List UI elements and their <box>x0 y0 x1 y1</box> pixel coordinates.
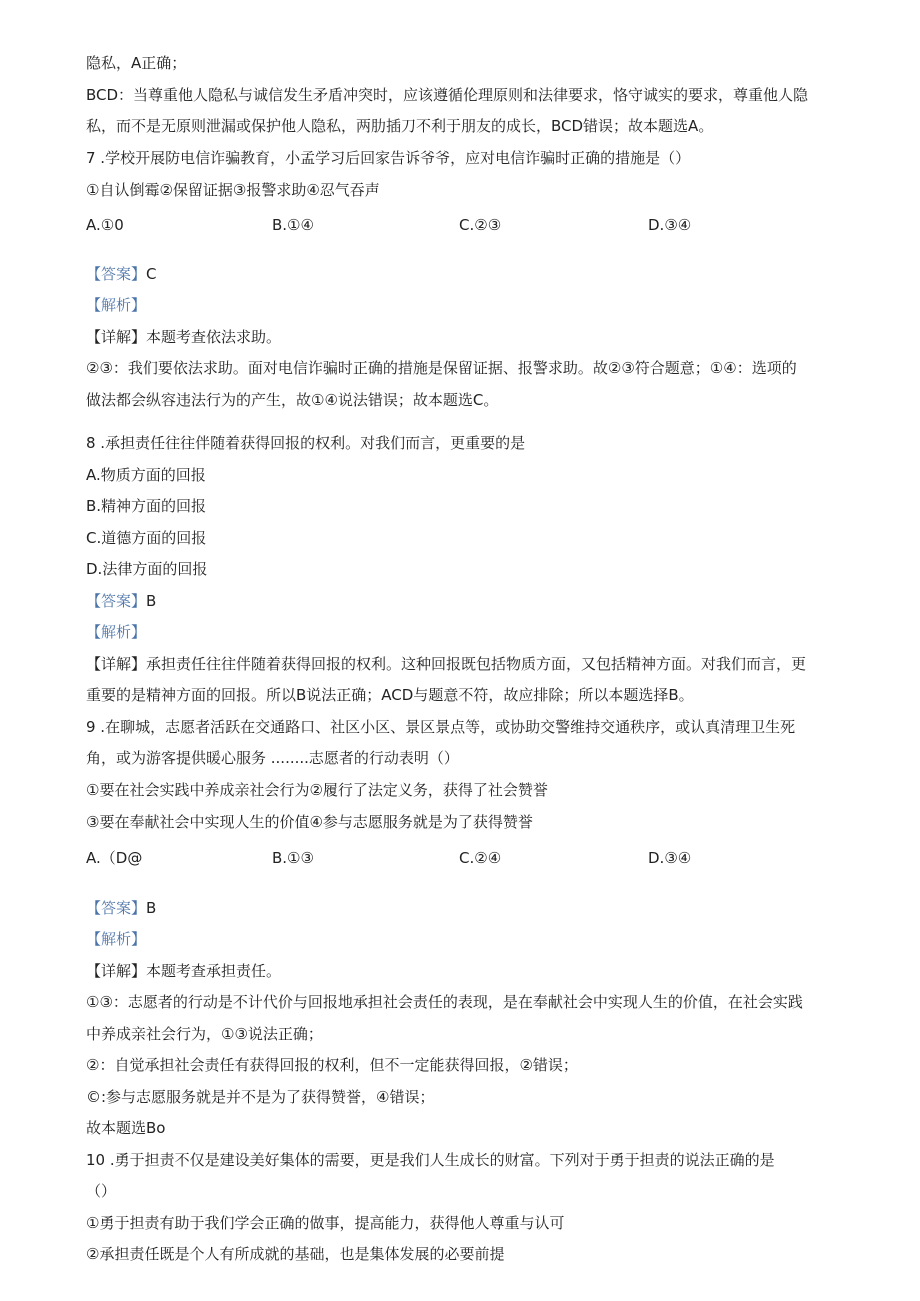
option-a: A.①0 <box>86 216 124 234</box>
text-line: 【详解】本题考查承担责任。 <box>86 962 282 980</box>
analysis-tag <box>86 621 146 643</box>
text-line: 重要的是精神方面的回报。所以B说法正确；ACD与题意不符，故应排除；所以本题选择B。 <box>86 686 694 704</box>
option-b: B.①④ <box>272 216 314 234</box>
text-line: 【详解】承担责任往往伴随着获得回报的权利。这种回报既包括物质方面，又包括精神方面。对我们而言，更 <box>86 655 807 673</box>
question-9-items: ①要在社会实践中养成亲社会行为②履行了法定义务，获得了社会赞誉 <box>86 781 548 799</box>
text-line: ②③：我们要依法求助。面对电信诈骗时正确的措施是保留证据、报警求助。故②③符合题意；①④：选项的 <box>86 359 797 377</box>
option-d: D.③④ <box>648 849 692 867</box>
question-7-items: ①自认倒霉②保留证据③报警求助④忍气吞声 <box>86 181 380 199</box>
text-line: 【详解】本题考查依法求助。 <box>86 328 282 346</box>
option-a: A.（D@ <box>86 849 143 867</box>
answer-line <box>86 590 156 612</box>
question-9-stem: 9 .在聊城，志愿者活跃在交通路口、社区小区、景区景点等，或协助交警维持交通秩序，或认真清理卫生死 <box>86 718 796 736</box>
answer-tag: 【答案】 <box>86 899 147 917</box>
option-c: C.②④ <box>459 849 502 867</box>
text-line: ②：自觉承担社会责任有获得回报的权利，但不一定能获得回报，②错误； <box>86 1056 578 1074</box>
analysis-tag <box>86 294 146 316</box>
question-8-stem: 8 .承担责任往往伴随着获得回报的权利。对我们而言，更重要的是 <box>86 434 526 452</box>
analysis-label: 【解析】 <box>86 930 147 948</box>
text-line: （） <box>86 1182 117 1200</box>
answer-line <box>86 897 156 919</box>
answer-tag: 【答案】 <box>86 592 147 610</box>
text-line: 做法都会纵容违法行为的产生，故①④说法错误；故本题选C。 <box>86 391 499 409</box>
text-line: 中养成亲社会行为，①③说法正确； <box>86 1025 323 1043</box>
text-line: 故本题选Bo <box>86 1119 166 1137</box>
answer-tag: 【答案】 <box>86 265 147 283</box>
answer-value: B <box>146 592 157 610</box>
answer-value: C <box>146 265 157 283</box>
text-line: 私，而不是无原则泄漏或保护他人隐私，两肋插刀不利于朋友的成长，BCD错误；故本题选A。 <box>86 117 714 135</box>
analysis-label: 【解析】 <box>86 623 147 641</box>
question-10-stem: 10 .勇于担责不仅是建设美好集体的需要，更是我们人生成长的财富。下列对于勇于担责的说法正确的是 <box>86 1151 775 1169</box>
question-7-stem: 7 .学校开展防电信诈骗教育，小孟学习后回家告诉爷爷，应对电信诈骗时正确的措施是（） <box>86 149 691 167</box>
answer-value: B <box>146 899 157 917</box>
option-d: D.③④ <box>648 216 692 234</box>
option-c: C.道德方面的回报 <box>86 529 207 547</box>
option-b: B.①③ <box>272 849 314 867</box>
text-line: 角，或为游客提供暖心服务 ........志愿者的行动表明（） <box>86 749 459 767</box>
option-d: D.法律方面的回报 <box>86 560 208 578</box>
text-line: BCD：当尊重他人隐私与诚信发生矛盾冲突时，应该遵循伦理原则和法律要求，恪守诚实的要求，尊重他人隐 <box>86 86 809 104</box>
question-9-items: ③要在奉献社会中实现人生的价值④参与志愿服务就是为了获得赞誉 <box>86 813 533 831</box>
analysis-label: 【解析】 <box>86 296 147 314</box>
text-line: 隐私，A正确； <box>86 54 187 72</box>
question-10-items: ②承担责任既是个人有所成就的基础，也是集体发展的必要前提 <box>86 1245 505 1263</box>
option-c: C.②③ <box>459 216 502 234</box>
answer-line <box>86 263 157 285</box>
question-10-items: ①勇于担责有助于我们学会正确的做事，提高能力，获得他人尊重与认可 <box>86 1214 565 1232</box>
option-a: A.物质方面的回报 <box>86 466 206 484</box>
option-b: B.精神方面的回报 <box>86 497 207 515</box>
text-line: ①③：志愿者的行动是不计代价与回报地承担社会责任的表现，是在奉献社会中实现人生的价值，在社会实践 <box>86 993 803 1011</box>
text-line: ©:参与志愿服务就是并不是为了获得赞誉，④错误； <box>86 1088 435 1106</box>
analysis-tag <box>86 928 146 950</box>
